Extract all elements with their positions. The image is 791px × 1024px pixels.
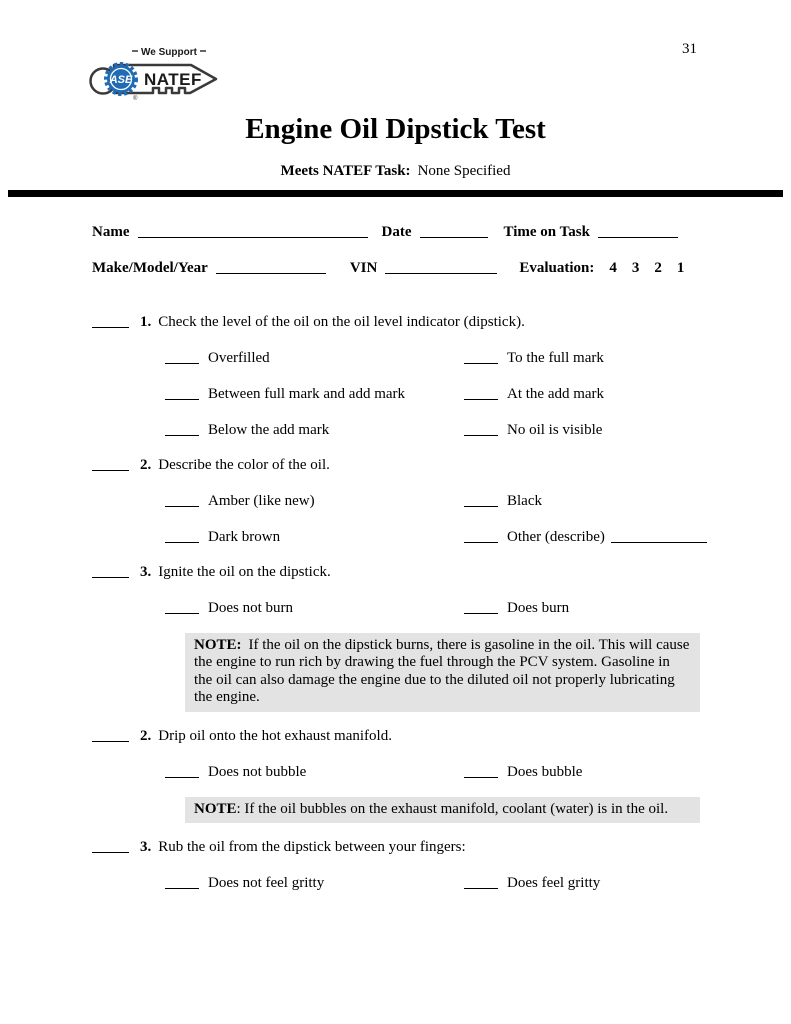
- question-status-blank[interactable]: [92, 564, 129, 578]
- option-blank[interactable]: [464, 350, 498, 364]
- option-label: At the add mark: [507, 386, 605, 402]
- option-blank[interactable]: [165, 422, 199, 436]
- registered-mark: ®: [133, 96, 138, 102]
- option-row: [165, 421, 705, 440]
- we-support-label: We Support: [141, 47, 197, 58]
- meets-natef-label: Meets NATEF Task:: [280, 163, 411, 179]
- question-drip-oil: [92, 727, 705, 746]
- page-number: 31: [682, 41, 697, 57]
- question-number: 1.: [140, 314, 152, 330]
- other-describe-blank[interactable]: [611, 529, 707, 543]
- option-label: Dark brown: [208, 529, 281, 545]
- option-blank[interactable]: [165, 386, 199, 400]
- question-ignite-oil: [92, 563, 705, 582]
- option-blank[interactable]: [165, 875, 199, 889]
- option-row: [165, 874, 705, 893]
- option-label: Does not feel gritty: [208, 875, 325, 892]
- option-label: Does feel gritty: [507, 875, 601, 892]
- option-blank[interactable]: [464, 600, 498, 614]
- question-number: 2.: [140, 727, 152, 744]
- option-label: Other (describe): [507, 529, 605, 545]
- evaluation-rating-4[interactable]: 4: [609, 260, 617, 276]
- question-text: Check the level of the oil on the oil level indicator (dipstick).: [158, 314, 525, 330]
- question-text: Describe the color of the oil.: [158, 457, 330, 473]
- note-box-gasoline: [185, 633, 700, 712]
- question-number: 3.: [140, 839, 152, 856]
- evaluation-rating-3[interactable]: 3: [631, 260, 640, 276]
- question-rub-oil: [92, 838, 705, 857]
- option-row: [165, 492, 705, 511]
- option-label: Does burn: [507, 600, 570, 616]
- form-body: [92, 223, 705, 893]
- option-blank[interactable]: [464, 386, 498, 400]
- option-blank[interactable]: [165, 493, 199, 507]
- note-text: : If the oil bubbles on the exhaust manifold, coolant (water) is in the oil.: [236, 800, 669, 817]
- option-blank[interactable]: [464, 875, 498, 889]
- time-on-task-blank[interactable]: [598, 224, 678, 238]
- note-box-coolant: [185, 797, 700, 823]
- question-number: 2.: [140, 457, 152, 473]
- header-divider: [8, 190, 783, 197]
- option-label: Between full mark and add mark: [208, 386, 406, 402]
- question-status-blank[interactable]: [92, 457, 129, 471]
- date-blank[interactable]: [420, 224, 488, 238]
- make-model-year-blank[interactable]: [216, 260, 326, 274]
- option-blank[interactable]: [464, 764, 498, 778]
- option-blank[interactable]: [464, 422, 498, 436]
- option-label: Does not burn: [208, 600, 293, 616]
- option-blank[interactable]: [165, 764, 199, 778]
- option-label: To the full mark: [507, 350, 604, 366]
- option-label: Amber (like new): [208, 493, 315, 509]
- note-text: If the oil on the dipstick burns, there is gasoline in the oil. This will cause the engine to run rich by drawing the fuel through the PCV system. Gasoline in the oil can also damage the engine due to the diluted oil not properly lubricating the engine.: [194, 637, 690, 706]
- option-label: Black: [507, 493, 542, 509]
- make-model-year-label: Make/Model/Year: [92, 260, 208, 276]
- option-blank[interactable]: [165, 350, 199, 364]
- time-on-task-label: Time on Task: [503, 224, 590, 240]
- option-blank[interactable]: [464, 529, 498, 543]
- option-label: Overfilled: [208, 350, 270, 366]
- option-row: [165, 385, 705, 404]
- question-text: Drip oil onto the hot exhaust manifold.: [158, 727, 392, 744]
- option-label: No oil is visible: [507, 422, 603, 438]
- name-blank[interactable]: [138, 224, 368, 238]
- option-row: [165, 599, 705, 618]
- note-label: NOTE:: [194, 637, 242, 653]
- option-row: [165, 528, 705, 547]
- natef-label: NATEF: [144, 70, 202, 89]
- option-blank[interactable]: [165, 529, 199, 543]
- date-label: Date: [381, 224, 412, 240]
- page-title: Engine Oil Dipstick Test: [245, 113, 546, 145]
- meets-natef-value: None Specified: [417, 163, 511, 179]
- name-label: Name: [92, 224, 130, 240]
- option-row: [165, 763, 705, 782]
- ase-label: ASE: [109, 74, 133, 86]
- question-oil-color: [92, 456, 705, 475]
- evaluation-rating-2[interactable]: 2: [654, 260, 662, 276]
- option-blank[interactable]: [165, 600, 199, 614]
- vin-blank[interactable]: [385, 260, 497, 274]
- question-status-blank[interactable]: [92, 314, 129, 328]
- option-blank[interactable]: [464, 493, 498, 507]
- meets-natef-line: [0, 162, 791, 180]
- vin-label: VIN: [349, 260, 378, 276]
- question-status-blank[interactable]: [92, 839, 129, 853]
- option-row: [165, 349, 705, 368]
- question-status-blank[interactable]: [92, 728, 129, 742]
- question-text: Rub the oil from the dipstick between your fingers:: [158, 839, 466, 856]
- natef-logo: [88, 42, 222, 104]
- evaluation-label: Evaluation:: [519, 260, 595, 276]
- option-label: Does not bubble: [208, 763, 307, 780]
- option-label: Below the add mark: [208, 422, 330, 438]
- question-number: 3.: [140, 564, 152, 580]
- option-label: Does bubble: [507, 763, 583, 780]
- note-label: NOTE: [194, 800, 237, 817]
- question-check-level: [92, 313, 705, 332]
- question-text: Ignite the oil on the dipstick.: [158, 564, 331, 580]
- identification-row-2: [92, 259, 705, 278]
- evaluation-rating-1[interactable]: 1: [676, 260, 685, 276]
- identification-row-1: [92, 223, 705, 242]
